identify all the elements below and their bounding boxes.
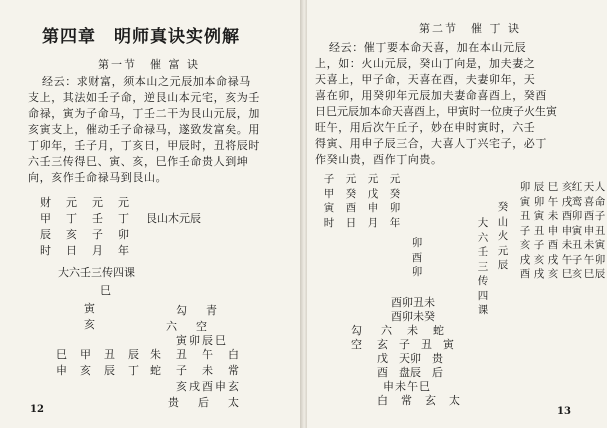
ref-cell: 喜 [583,195,595,208]
ref-table-col [571,180,583,282]
lower-grid-row: 白 常 玄 太 [377,394,461,407]
ref-cell: 鸾 [571,195,583,208]
ref-cell: 红 [571,181,583,193]
stack-char: 辰 [497,259,509,271]
stack-char: 卯 [411,266,423,278]
ke-grid-row: 贵 后 太 [168,396,243,409]
ref-cell: 丑 [594,224,606,237]
pillar-char: 寅 [323,202,335,214]
ref-cell: 酉 [547,239,559,251]
ref-cell: 寅 [519,195,531,208]
stack-char: 卯 [411,237,423,249]
ref-cell: 寅 [533,210,545,222]
ref-cell: 申 [561,224,573,237]
ref-cell: 未 [547,210,559,222]
pillar-char: 甲 [323,187,335,200]
lower-grid-row: 申未午巳 [383,380,431,393]
ref-cell: 未 [561,239,573,251]
ke-grid-row: 朱 丑 午 白 [150,348,241,361]
ref-cell: 卯 [571,210,583,222]
ref-cell: 酉 [561,210,573,222]
pillar-char: 月 [367,216,379,229]
ref-cell: 戌 [519,253,531,266]
ref-table-col [547,180,559,282]
ke-left-row: 巳 甲 丑 辰 [56,348,140,361]
lower-grid-row: 酉卯丑未 [391,296,435,309]
body-line: 六壬三传得巳、寅、亥，巳作壬命贵人到坤 [28,155,249,168]
ref-cell: 午 [583,253,595,266]
lower-grid-row: 玄 子 丑 寅 [377,338,454,351]
book-gutter [300,0,307,428]
pillar-row: 辰 亥 子 卯 [40,228,131,241]
lower-grid-row: 戊 天卯 贵 [377,352,443,365]
body-line: 经云：催丁要本命天喜，加在本山元辰 [329,41,527,54]
pillar-row: 财 元 元 元 [40,196,131,209]
ref-cell: 亥 [519,239,531,251]
ref-cell: 卯 [519,181,531,193]
stack-char: 癸 [497,201,509,213]
lower-grid-row: 六 未 蛇 [381,324,446,337]
side-column [411,236,423,280]
ref-cell: 申 [583,224,595,237]
ref-cell: 丑 [571,239,583,251]
ref-cell: 戌 [533,268,545,280]
chuan-item: 亥 [84,318,95,331]
ref-cell: 天 [583,181,595,193]
body-line: 旺午，用后次午丘子，妙在申时寅时，六壬 [315,121,536,134]
section-title: 第二节 催 丁 诀 [419,22,521,35]
pillar-char: 元 [367,173,379,185]
ke-title-vertical [477,216,489,318]
stack-char: 大 [477,217,489,229]
body-line: 向，亥作壬命禄马到艮山。 [28,171,168,184]
section-title: 第一节 催 富 诀 [98,58,200,71]
ref-cell: 卯 [533,195,545,208]
stack-char: 传 [477,275,489,287]
body-line: 天喜上，甲子命，天喜在酉，夫妻卯年，天 [315,73,536,86]
body-line: 作癸山贵，酉作丁向贵。 [315,153,443,166]
chapter-title: 第四章 明师真诀实例解 [42,27,240,47]
ref-cell: 戌 [561,195,573,208]
pillar-char: 癸 [389,187,401,200]
ref-cell: 丑 [533,224,545,237]
body-line: 亥寅支上，催动壬子命禄马，遂致发富矣。用 [28,123,260,136]
pillar-char: 卯 [389,202,401,214]
ref-cell: 酉 [583,210,595,222]
page-number: 13 [557,406,571,417]
stack-char: 四 [477,289,489,302]
ke-grid-row: 蛇 子 未 常 [150,364,241,377]
pillar-char: 元 [345,173,357,185]
stack-char: 山 [497,215,509,228]
ref-cell: 申 [547,224,559,237]
ref-cell: 子 [533,239,545,251]
left-page [0,0,300,428]
kong-label: 空 [351,338,362,351]
chuan-item: 巳 [100,284,111,297]
ke-left-row: 申 亥 辰 丁 [56,364,140,377]
shan-yuanchen-vertical [497,200,509,273]
stack-char: 酉 [411,251,423,264]
right-page [307,0,607,428]
ref-cell: 亥 [547,268,559,280]
pillar-char: 日 [345,216,357,229]
body-line: 支上，其法如壬子命，逆艮山本元宅，亥为壬 [28,91,260,104]
lower-grid-row: 酉 盘辰 后 [377,366,443,379]
ref-cell: 人 [594,181,606,193]
pillar-char: 申 [367,202,379,214]
ref-cell: 亥 [571,268,583,280]
body-line: 得寅、用申子辰三合，大喜人丁兴宅子，必丁 [315,137,547,150]
lower-grid-row: 酉卯未癸 [391,310,435,323]
pillar-col [367,172,379,230]
body-line: 上，如：火山元辰，癸山丁向是，加夫妻之 [315,57,536,70]
body-line: 丁卯年，壬子月，丁亥日，甲辰时，丑将辰时 [28,139,260,152]
ref-cell: 巳 [547,181,559,193]
ref-cell: 午 [547,195,559,208]
pillar-row: 甲 丁 壬 丁 [40,212,131,225]
pillar-char: 癸 [345,187,357,200]
ref-table-col [519,180,531,282]
pillar-col [345,172,357,230]
ref-cell: 酉 [519,268,531,280]
ref-cell: 亥 [533,253,545,266]
ref-cell: 午 [561,253,573,266]
stack-char: 三 [477,260,489,273]
body-line: 日巳元辰加本命天喜酉上，甲寅时一位庚子火生寅 [315,105,557,118]
body-line: 经云：求财富，须本山之元辰加本命禄马 [42,75,251,88]
pillar-char: 戊 [367,187,379,200]
ref-cell: 寅 [594,239,606,251]
ke-grid-row: 勾 青 [176,304,221,317]
ref-cell: 巳 [561,268,573,280]
stack-char: 火 [497,230,509,242]
chart-side-note: 艮山木元辰 [146,212,201,225]
ref-cell: 戌 [547,253,559,266]
stack-char: 壬 [477,246,489,258]
ref-cell: 子 [519,224,531,237]
pillar-char: 元 [389,173,401,185]
body-line: 命禄，寅为子命马，丁壬二干为艮山元辰，加 [28,107,260,120]
pillar-char: 年 [389,216,401,229]
page-number: 12 [30,404,44,415]
ref-cell: 寅 [571,224,583,237]
ref-cell: 未 [583,239,595,251]
body-line: 喜在卯，用癸卯年元辰加夫妻命喜酉上，癸酉 [315,89,547,102]
ref-table-col [594,180,606,282]
pillar-col [323,172,335,230]
ref-cell: 丑 [519,210,531,222]
pillar-col [389,172,401,230]
chuan-item: 寅 [84,302,95,315]
ref-cell: 子 [594,210,606,222]
pillar-row: 时 日 月 年 [40,244,131,257]
ke-grid-row: 六 空 [166,320,211,333]
stack-char: 六 [477,231,489,244]
ref-cell: 辰 [533,181,545,193]
pillar-char: 子 [323,173,335,185]
ref-cell: 卯 [594,253,606,266]
ref-cell: 巳 [583,268,595,280]
ke-grid-row: 寅卯辰巳 [176,334,228,347]
ref-table-col [533,180,545,282]
ref-cell: 辰 [594,268,606,280]
stack-char: 课 [477,304,489,316]
ref-cell: 亥 [561,181,573,193]
pillar-char: 时 [323,216,335,229]
pillar-char: 酉 [345,202,357,214]
ref-cell: 子 [571,253,583,266]
ref-cell: 命 [594,195,606,208]
ke-grid-row: 亥戌酉申玄 [176,380,241,393]
gou-label: 勾 [351,324,362,337]
stack-char: 元 [497,244,509,257]
ke-title: 大六壬三传四课 [58,266,135,279]
